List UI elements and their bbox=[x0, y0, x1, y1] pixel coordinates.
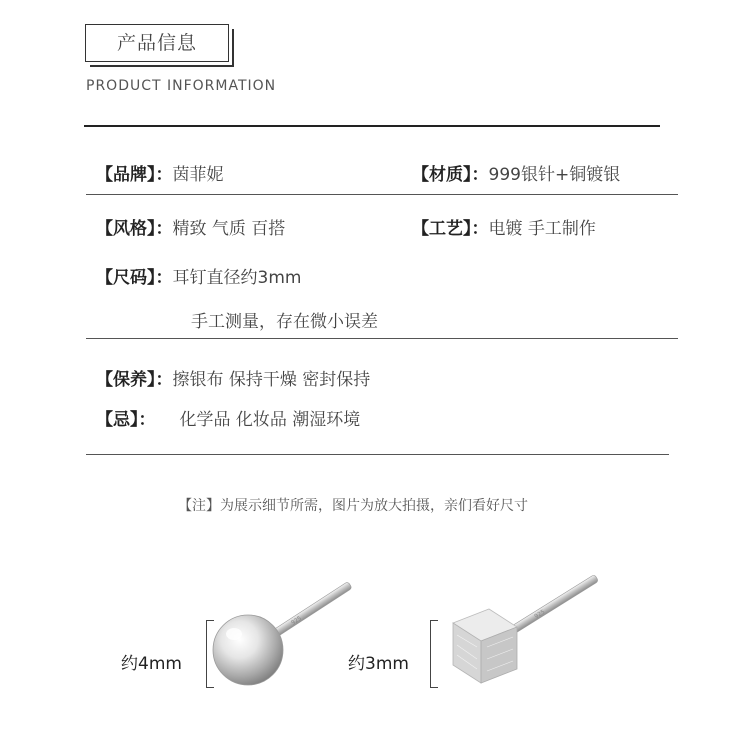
page-subtitle: PRODUCT INFORMATION bbox=[86, 78, 277, 94]
row-divider bbox=[86, 338, 678, 339]
size-note-text: 手工测量，存在微小误差 bbox=[191, 312, 378, 332]
style-value: 精致 气质 百搭 bbox=[172, 219, 286, 239]
size-note bbox=[191, 307, 378, 332]
style-label: 【风格】： bbox=[96, 219, 173, 239]
brand-label: 【品牌】： bbox=[96, 165, 173, 185]
header-divider bbox=[84, 125, 660, 127]
size-label: 【尺码】： bbox=[96, 268, 173, 288]
material-label: 【材质】： bbox=[412, 165, 489, 185]
cube-stud-earring-icon bbox=[445, 575, 615, 695]
spec-craft bbox=[412, 214, 596, 239]
size-notice: 【注】为展示细节所需，图片为放大拍摄，亲们看好尺寸 bbox=[178, 498, 528, 514]
material-value: 999银针+铜镀银 bbox=[488, 165, 621, 185]
svg-text:925: 925 bbox=[289, 614, 303, 627]
size-value: 耳钉直径约3mm bbox=[172, 268, 302, 288]
ball-size-label: 约4mm bbox=[121, 654, 182, 674]
spec-size bbox=[96, 263, 301, 288]
care-label: 【保养】： bbox=[96, 370, 173, 390]
craft-label: 【工艺】： bbox=[412, 219, 489, 239]
spec-style bbox=[96, 214, 285, 239]
craft-value: 电镀 手工制作 bbox=[488, 219, 596, 239]
svg-text:925: 925 bbox=[533, 608, 547, 621]
avoid-label: 【忌】： bbox=[96, 410, 156, 430]
brand-value: 茵菲妮 bbox=[172, 165, 224, 185]
care-value: 擦银布 保持干燥 密封保持 bbox=[172, 370, 371, 390]
ball-stud-earring-icon bbox=[210, 570, 370, 695]
spec-care bbox=[96, 365, 370, 390]
avoid-value: 化学品 化妆品 潮湿环境 bbox=[179, 410, 361, 430]
spec-avoid bbox=[96, 405, 360, 430]
page-title: 产品信息 bbox=[116, 32, 197, 54]
cube-size-bracket bbox=[430, 620, 438, 688]
row-divider bbox=[86, 454, 669, 455]
spec-material bbox=[412, 160, 620, 185]
cube-size-label: 约3mm bbox=[348, 654, 409, 674]
spec-brand bbox=[96, 160, 224, 185]
row-divider bbox=[86, 194, 678, 195]
